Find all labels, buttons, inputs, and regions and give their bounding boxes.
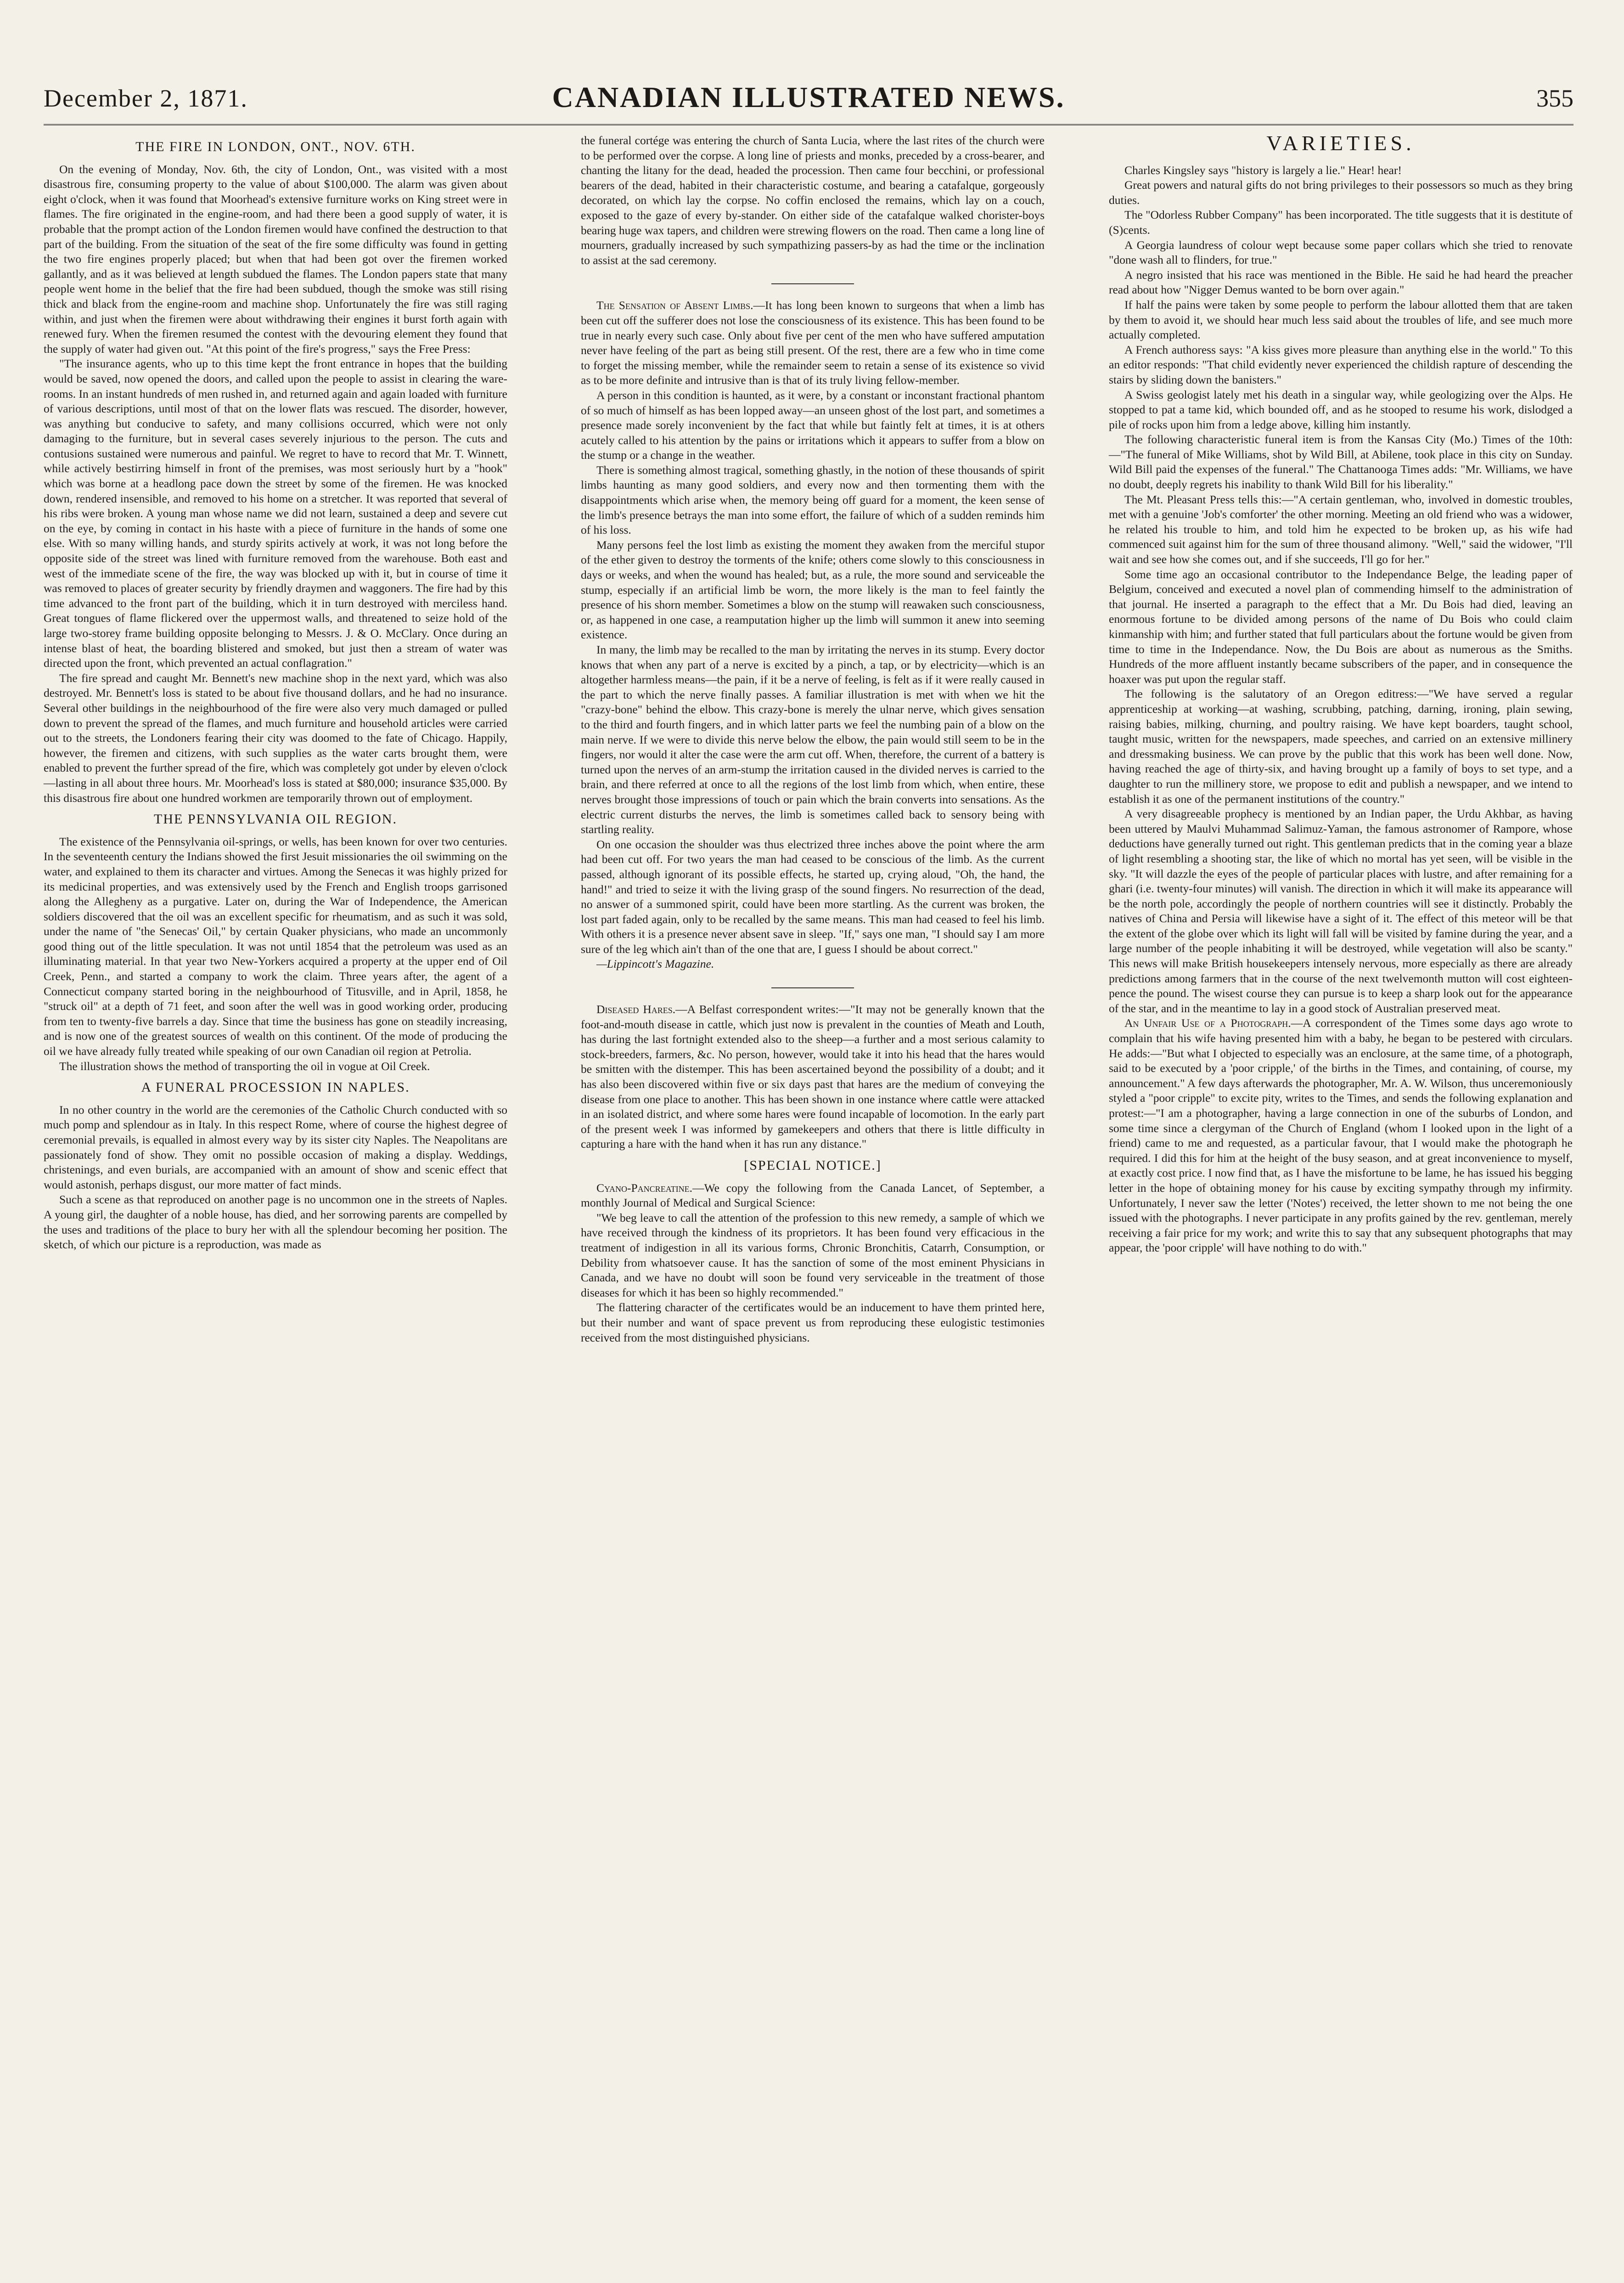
article-paragraph: Great powers and natural gifts do not bring privileges to their possessors so much as they bring duties. [1109,178,1573,207]
article-paragraph: Such a scene as that reproduced on another page is no uncommon one in the streets of Naples. A young girl, the daughter of a noble house, has died, and her sorrowing parents are compelled by the uses and traditions of the place to bury her with all the splendour becoming her position. The sketch, of which our picture is a reproduction, was made as [44,1193,507,1251]
article-paragraph [581,1002,1045,1152]
paragraph-lead: The Sensation of Absent Limbs.— [596,299,765,312]
paragraph-body: It has long been known to surgeons that when a limb has been cut off the sufferer does not lose the consciousness of its existence. This has been found to be true in nearly every such case. Only about five per cent of the men who have suffered amputation never have feeling of the part as being still present. Of the rest, there are a few who in time come to forget the missing member, while the remainder seem to retain a sense of its existence so vivid as to be more definite and intrusive than is that of its truly living fellow-member. [581,299,1045,387]
paragraph-lead: Diseased Hares.— [596,1003,687,1016]
column-2 [581,133,1045,1345]
paragraph-body: We copy the following from the Canada Lancet, of September, a monthly Journal of Medical and Surgical Science: [581,1181,1045,1210]
article-paragraph: The "Odorless Rubber Company" has been incorporated. The title suggests that it is destitute of (S)cents. [1109,208,1573,237]
newspaper-title: CANADIAN ILLUSTRATED NEWS. [552,81,1065,113]
masthead [44,80,1573,125]
article-paragraph: A Georgia laundress of colour wept because some paper collars which she tried to renovate "done wash all to flinders, for true." [1109,238,1573,267]
column-1 [44,133,507,1252]
article-paragraph: The illustration shows the method of transporting the oil in vogue at Oil Creek. [59,1059,430,1073]
article-heading: VARIETIES. [1266,131,1415,155]
article-paragraph: A Swiss geologist lately met his death in a singular way, while geologizing over the Alps. He stopped to pat a tame kid, which bounded off, and as he stooped to resume his work, dislodged a pile of rocks upon him from a ledge above, killing him instantly. [1109,388,1573,431]
section-divider [771,283,854,284]
article-paragraph: "The insurance agents, who up to this time kept the front entrance in hopes that the building would be saved, now opened the doors, and called upon the people to assist in clearing the ware-rooms. In an instant hundreds of men rushed in, and returned again and again loaded with furniture of various descriptions, until most of that on the lower flats was rescued. The disorder, however, was anything but conducive to safety, and many collisions occurred, which were not only damaging to the furniture, but in several cases severely injurious to the person. The cuts and contusions sustained were numerous and painful. We regret to have to record that Mr. T. Winnett, while actively bestirring himself in front of the premises, was most seriously hurt by a "hook" which was borne at a headlong pace down the street by some of the firemen. He was knocked down, rendered insensible, and removed to his home on a stretcher. It was reported that several of his ribs were broken. A young man whose name we did not learn, sustained a deep and severe cut on the eye, by coming in contact in his haste with a piece of furniture in the hands of some one else. With so many willing hands, and sturdy spirits actively at work, it was not long before the opposite side of the street was lined with furniture removed from the warehouse. Both east and west of the immediate scene of the fire, the way was blocked up with it, but in course of time it was removed to places of greater security by friendly draymen and waggoners. The fire had by this time advanced to the front part of the building, which it in turn destroyed with merciless hand. Great tongues of flame flickered over the uppermost walls, and threatened to seize hold of the large two-storey frame building opposite belonging to Messrs. J. & O. McClary. Once during an intense blast of heat, the boarding blistered and smoked, but just then a stream of water was directed upon the front, which prevented an actual conflagration." [44,357,507,670]
article-paragraph: Charles Kingsley says "history is largely a lie." Hear! hear! [1124,163,1402,177]
source-attribution: —Lippincott's Magazine. [596,957,714,971]
article-paragraph: A French authoress says: "A kiss gives more pleasure than anything else in the world." To this an editor responds: "That child evidently never experienced the childish rapture of descending the stairs by sliding down the banisters." [1109,343,1573,386]
paragraph-lead: Cyano-Pancreatine.— [596,1181,704,1195]
article-heading: A FUNERAL PROCESSION IN NAPLES. [141,1080,410,1095]
article-paragraph: The following is the salutatory of an Oregon editress:—"We have served a regular apprenticeship at working—at washing, scrubbing, patching, darning, ironing, plain sewing, raising babies, milking, churning, and poultry raising. We have kept boarders, taught school, taught music, written for the newspapers, made speeches, and carried on an extensive millinery and dressmaking business. We can prove by the public that this work has been well done. Now, having reached the age of thirty-six, and having brought up a family of boys to set type, and a daughter to run the millinery store, we propose to edit and publish a newspaper, and we intend to establish it as one of the permanent institutions of the country." [1109,687,1573,806]
column-3 [1109,133,1573,1256]
article-paragraph: A negro insisted that his race was mentioned in the Bible. He said he had heard the preacher read about how "Nigger Demus wanted to be born over again." [1109,268,1573,297]
article-paragraph: the funeral cortége was entering the church of Santa Lucia, where the last rites of the church were to be performed over the corpse. A long line of priests and monks, preceded by a cross-bearer, and chanting the litany for the dead, headed the procession. Then came four becchini, or professional bearers of the dead, habited in their characteristic costume, and bearing a catafalque, gorgeously decorated, on which lay the corpse. No coffin enclosed the remains, which lay on a couch, exposed to the gaze of every by-stander. On either side of the catafalque walked chorister-boys bearing huge wax tapers, and children were strewing flowers on the road. Then came a long line of mourners, gradually increased by such sympathizing passers-by as had the time or the inclination to assist at the sad ceremony. [581,134,1045,267]
article-paragraph: If half the pains were taken by some people to perform the labour allotted them that are taken by them to avoid it, we should hear much less said about the troubles of life, and see much more actually completed. [1109,298,1573,342]
paragraph-lead: An Unfair Use of a Photograph.— [1124,1016,1303,1030]
article-paragraph: On the evening of Monday, Nov. 6th, the city of London, Ont., was visited with a most disastrous fire, consuming property to the value of about $100,000. The alarm was given about eight o'clock, when it was found that Moorhead's extensive furniture works on King street were in flames. The fire originated in the engine-room, and had there been a good supply of water, it is probable that the prompt action of the London firemen would have confined the destruction to that part of the building. From the situation of the seat of the fire some difficulty was found in getting the two fire engines properly placed; but when that had been got over the firemen worked gallantly, and as it was believed at length subdued the flames. The London papers state that many people went home in the belief that the fire had been subdued, though the smoke was still rising thick and black from the engine-room and machine shop. Unfortunately the fire was still raging within, and just when the firemen were about withdrawing their engines it burst forth again with renewed fury. When the firemen resumed the contest with the devouring element they found that the supply of water had given out. "At this point of the fire's progress," says the Free Press: [44,162,507,355]
article-paragraph: A very disagreeable prophecy is mentioned by an Indian paper, the Urdu Akhbar, as having been uttered by Maulvi Muhammad Salimuz-Yaman, the famous astronomer of Rampore, whose deductions have generally turned out right. This gentleman predicts that in the coming year a blaze of light resembling a shooting star, the like of which no mortal has yet seen, will be visible in the sky. "It will dazzle the eyes of the people of particular places with lustre, and after remaining for a ghari (i.e. twenty-four minutes) will vanish. The direction in which it will make its appearance will be the north pole, accordingly the people of northern countries will see it distinctly. Probably the natives of China and Persia will likewise have a sight of it. The effect of this meteor will be that the extent of the globe over which its light will fall will be visited by famine during the year, and a large number of the people inhabiting it will be destroyed, while vegetation will also be scanty." This news will make British housekeepers intensely nervous, more especially as there are already predictions among farmers that in the course of the next twelvemonth mutton will cost eighteen-pence the pound. The wisest course they can pursue is to keep a sharp look out for the appearance of the star, and in the meantime to lay in a good stock of Australian preserved meat. [1109,807,1573,1015]
article-paragraph: In no other country in the world are the ceremonies of the Catholic Church conducted with so much pomp and splendour as in Italy. In this respect Rome, where of course the highest degree of ceremonial prevails, is equalled in almost every way by its sister city Naples. The Neapolitans are passionately fond of show. They omit no possible occasion of making a display. Weddings, christenings, and even burials, are accompanied with an amount of show and scenic effect that would astonish, perhaps disgust, our more matter of fact minds. [44,1103,507,1191]
article-paragraph: A person in this condition is haunted, as it were, by a constant or inconstant fractional phantom of so much of himself as has been lopped away—an unseen ghost of the lost part, and sometimes a presence made sorely inconvenient by the fact that while but faintly felt at times, it is at others acutely called to his attention by the pains or irritations which it appears to suffer from a blow on the stump or a change in the weather. [581,388,1045,462]
issue-date: December 2, 1871. [44,85,248,112]
article-paragraph: There is something almost tragical, something ghastly, in the notion of these thousands of spirit limbs haunting as many good soldiers, and every now and then tormenting them with the disappointments which arise when, the memory being off guard for a moment, the keen sense of the limb's presence betrays the man into some effort, the failure of which of a sudden reminds him of his loss. [581,463,1045,537]
article-heading: [SPECIAL NOTICE.] [744,1158,882,1173]
article-paragraph [1109,1016,1573,1256]
article-paragraph: On one occasion the shoulder was thus electrized three inches above the point where the arm had been cut off. For two years the man had ceased to be conscious of the limb. As the current passed, although ignorant of its possible effects, he started up, crying aloud, "Oh, the hand, the hand!" and tried to seize it with the living grasp of the sound fingers. No resurrection of the dead, no answer of a summoned spirit, could have been more startling. As the current was broken, the lost part faded again, only to be recalled by the same means. This man had ceased to feel his limb. With others it is a presence never absent save in sleep. "If," says one man, "I should say I am more sure of the leg which ain't than of the one that are, I guess I should be about correct." [581,837,1045,956]
article-paragraph: The fire spread and caught Mr. Bennett's new machine shop in the next yard, which was also destroyed. Mr. Bennett's loss is stated to be about five thousand dollars, and he had no insurance. Several other buildings in the neighbourhood of the fire were also very much damaged or pulled down to prevent the spread of the flames, and much furniture and household articles were carried out to the streets, the Londoners fearing their city was doomed to the fate of Chicago. Happily, however, the firemen and citizens, with such supplies as the water carts brought them, were enabled to prevent the further spread of the fire, which was completely got under by eleven o'clock—lasting in all about three hours. Mr. Moorhead's loss is stated at $80,000; insurance $35,000. By this disastrous fire about one hundred workmen are temporarily thrown out of employment. [44,671,507,805]
paragraph-body: A Belfast correspondent writes:—"It may not be generally known that the foot-and-mouth disease in cattle, which just now is prevalent in the counties of Meath and Louth, has during the last fortnight extended also to the sheep—a further and a most serious calamity to stock-breeders, farmers, &c. No person, however, would take it into his head that the hares would be smitten with the distemper. This has been ascertained beyond the possibility of a doubt; and it has also been discovered within five or six days past that hares are the medium of conveying the disease from one place to another. This has been shown in one instance where cattle were attacked in an isolated district, and where some hares were found incapable of locomotion. In the early part of the present week I was informed by gamekeepers and others that there is little difficulty in capturing a hare with the hand when it has run any distance." [581,1003,1045,1151]
article-paragraph: The flattering character of the certificates would be an inducement to have them printed here, but their number and want of space prevent us from reproducing these eulogistic testimonies received from the most distinguished physicians. [581,1301,1045,1344]
page-number: 355 [1536,85,1573,112]
article-paragraph [581,298,1045,388]
article-paragraph: The Mt. Pleasant Press tells this:—"A certain gentleman, who, involved in domestic troubles, met with a genuine 'Job's comforter' the other morning. Meeting an old friend who was a widower, he related his trouble to him, and told him he expected to be broken up, as his wife had commenced suit against him for the sum of three thousand alimony. "Well," said the widower, "I'll wait and see how she comes out, and if she succeeds, I'll go for her." [1109,492,1573,566]
article-paragraph [581,1181,1045,1211]
article-heading: THE FIRE IN LONDON, ONT., NOV. 6TH. [135,139,416,154]
article-paragraph: In many, the limb may be recalled to the man by irritating the nerves in its stump. Every doctor knows that when any part of a nerve is excited by a pinch, a tap, or by electricity—which is an altogether harmless means—the pain, if it be a nerve of feeling, is felt as if it were really caused in the part to which the nerve finally passes. A familiar illustration is met with when we hit the "crazy-bone" behind the elbow. This crazy-bone is merely the ulnar nerve, which gives sensation to the third and fourth fingers, and in which latter parts we feel the numbing pain of a blow on the main nerve. If we were to divide this nerve below the elbow, the pain would still seem to be in the fingers, nor would it alter the case were the arm cut off. When, therefore, the current of a battery is turned upon the nerves of an arm-stump the irritation caused in the divided nerves is carried to the brain, and there referred at once to all the regions of the lost limb from which, when entire, these nerves brought those impressions of touch or pain which the brain converts into sensations. As the electric current disturbs the nerves, the limb is sometimes called back to sensory being with startling reality. [581,643,1045,836]
article-paragraph: The existence of the Pennsylvania oil-springs, or wells, has been known for over two centuries. In the seventeenth century the Indians showed the first Jesuit missionaries the oil swimming on the water, and explained to them its character and virtues. Among the Senecas it was highly prized for its medicinal properties, and was extensively used by the French and English troops garrisoned along the Allegheny as a purgative. Later on, during the War of Independence, the American soldiers discovered that the oil was an excellent specific for rheumatism, and as such it was sold, under the name of "the Senecas' Oil," by certain Quaker physicians, who made an uncommonly good thing out of the little speculation. It was not until 1854 that the petroleum was used as an illuminating material. In that year two New-Yorkers acquired a property at the upper end of Oil Creek, Penn., and started a company to work the claim. Three years after, the agent of a Connecticut company started boring in the neighbourhood of Titusville, and in April, 1858, he "struck oil" at a depth of 71 feet, and soon after the well was in good working order, producing from ten to twenty-five barrels a day. Since that time the business has gone on steadily increasing, and is now one of the greatest sources of wealth on this continent. Of the mode of producing the oil we have already fully treated while speaking of our own Canadian oil region at Petrolia. [44,834,507,1058]
section-divider [771,987,854,988]
article-paragraph: Many persons feel the lost limb as existing the moment they awaken from the merciful stupor of the ether given to destroy the torments of the knife; others come slowly to this consciousness in days or weeks, and when the wound has healed; but, as a rule, the more sound and serviceable the stump, especially if an artificial limb be worn, the more likely is the man to feel faintly the presence of his shorn member. Sometimes a blow on the stump will reawaken such consciousness, or, as happened in one case, a reamputation higher up the limb will summon it anew into seeming existence. [581,538,1045,642]
article-heading: THE PENNSYLVANIA OIL REGION. [154,812,397,827]
article-paragraph: The following characteristic funeral item is from the Kansas City (Mo.) Times of the 10th:—"The funeral of Mike Williams, shot by Wild Bill, at Abilene, took place in this city on Sunday. Wild Bill paid the expenses of the funeral." The Chattanooga Times adds: "Mr. Williams, we have no doubt, deeply regrets his inability to thank Wild Bill for his liberality." [1109,433,1573,491]
paragraph-body: A correspondent of the Times some days ago wrote to complain that his wife having presented him with a baby, he began to be pestered with circulars. He adds:—"But what I objected to especially was an enclosure, at the same time, of a photograph, said to be executed by a 'poor cripple,' of the births in the Times, and containing, of course, my announcement." A few days afterwards the photographer, Mr. A. W. Wilson, thus unceremoniously styled a "poor cripple" to excite pity, writes to the Times, and sends the following explanation and protest:—"I am a photographer, having a large connection in one of the suburbs of London, and some time since a clergyman of the Church of England (whom I looked upon in the light of a friend) came to me and requested, as a particular favour, that I would make the photograph he required. I did this for him at the height of the busy season, and at great inconvenience to myself, at exactly cost price. I now find that, as I have the misfortune to be lame, he has issued his begging letter in the hope of obtaining money for his cause by exciting sympathy through my infirmity. Unfortunately, I never saw the letter ('Notes') received, the letter shown to me not being the one issued with the photographs. I never participate in any profits gained by the rev. gentleman, merely receiving a fair price for my work; and write this to say that any subsequent photographs that may appear, the 'poor cripple' will have nothing to do with." [1109,1016,1573,1255]
article-paragraph: Some time ago an occasional contributor to the Independance Belge, the leading paper of Belgium, conceived and executed a novel plan of commending himself to the administration of that journal. He inserted a paragraph to the effect that a Mr. Du Bois had died, leaving an enormous fortune to be divided among persons of the name of Du Bois who could claim kinmanship with him; and further stated that full particulars about the fortune would be given from time to time in the Independance. Now, the Du Bois are about as numerous as the Smiths. Hundreds of the more affluent instantly became subscribers of the paper, and in consequence the hoaxer was put upon the regular staff. [1109,567,1573,686]
article-paragraph: "We beg leave to call the attention of the profession to this new remedy, a sample of which we have received through the kindness of its proprietors. It has been found very efficacious in the treatment of indigestion in all its various forms, Chronic Bronchitis, Catarrh, Consumption, or Debility from whatsoever cause. It has the sanction of some of the most eminent Physicians in Canada, and we have no doubt will soon be found very serviceable in the treatment of those diseases for which it has been so highly recommended." [581,1211,1045,1299]
